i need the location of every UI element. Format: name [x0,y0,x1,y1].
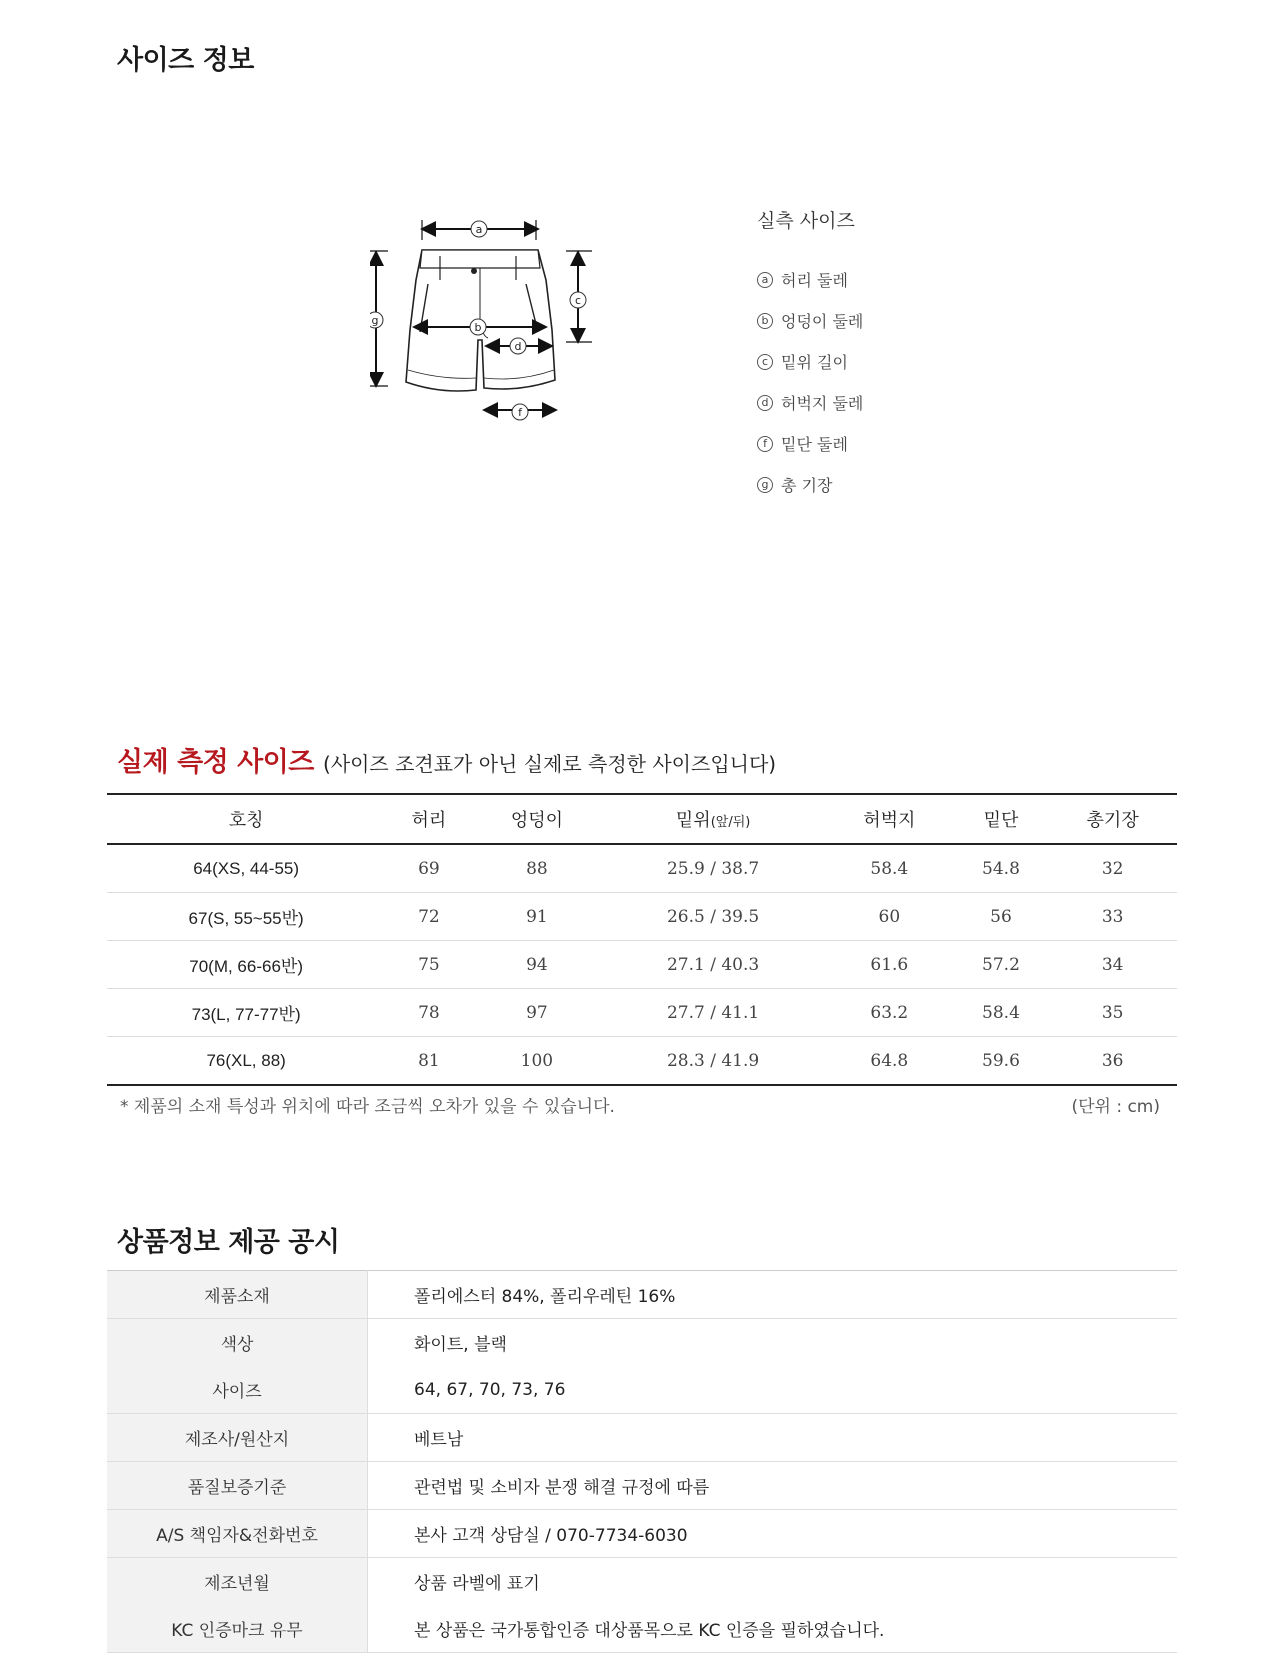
header-rise [601,794,825,844]
cell-thigh: 58.4 [825,844,954,893]
legend-label: 허벅지 둘레 [781,394,864,413]
shorts-diagram [370,220,600,460]
table-row [107,941,1177,989]
cell-hem: 57.2 [954,941,1049,989]
size-table [107,793,1177,1086]
info-value: 본사 고객 상담실 / 070-7734-6030 [368,1510,1178,1558]
legend-item [757,259,863,300]
legend-item [757,423,863,464]
cell-thigh: 63.2 [825,989,954,1037]
cell-hem: 58.4 [954,989,1049,1037]
cell-hip: 91 [473,893,602,941]
cell-waist: 69 [385,844,472,893]
legend-mark: g [757,477,773,493]
size-table-header-row [107,794,1177,844]
header-hem: 밑단 [954,794,1049,844]
cell-thigh: 61.6 [825,941,954,989]
cell-size: 67(S, 55~55반) [107,893,385,941]
legend-mark: b [757,313,773,329]
svg-text:g: g [371,314,379,327]
cell-length: 32 [1048,844,1177,893]
header-rise-sub: (앞/뒤) [710,815,751,830]
svg-text:c: c [574,294,582,307]
legend-mark: a [757,272,773,288]
cell-rise: 27.1 / 40.3 [601,941,825,989]
cell-hip: 100 [520,1050,554,1071]
info-label: KC 인증마크 유무 [107,1605,368,1653]
info-label: 제품소재 [107,1271,368,1319]
table-row [107,989,1177,1037]
legend-mark: d [757,395,773,411]
legend-mark: c [757,354,773,370]
info-row [107,1414,1177,1462]
info-row [107,1319,1177,1367]
unit-label: (단위 : cm) [1071,1097,1160,1117]
info-label: 품질보증기준 [107,1462,368,1510]
cell-rise: 27.7 / 41.1 [601,989,825,1037]
info-value: 64, 67, 70, 73, 76 [368,1366,1178,1414]
measurement-legend [757,206,863,505]
product-info-table [107,1270,1177,1653]
cell-waist: 75 [385,941,472,989]
legend-label: 총 기장 [781,476,833,495]
header-waist: 허리 [385,794,472,844]
info-value: 베트남 [368,1414,1178,1462]
cell-hip: 88 [473,844,602,893]
info-label: 색상 [107,1319,368,1367]
cell-length: 35 [1048,989,1177,1037]
info-label: 제조사/원산지 [107,1414,368,1462]
header-thigh: 허벅지 [825,794,954,844]
cell-thigh: 64.8 [870,1050,909,1071]
table-row [107,844,1177,893]
measured-size-title: 실제 측정 사이즈 [117,747,314,778]
info-value: 폴리에스터 84%, 폴리우레틴 16% [368,1271,1178,1319]
svg-text:f: f [518,406,522,419]
legend-label: 허리 둘레 [781,271,848,290]
cell-hem: 59.6 [982,1050,1020,1071]
measurement-footnote: * 제품의 소재 특성과 위치에 따라 조금씩 오차가 있을 수 있습니다. [120,1097,615,1117]
cell-waist: 78 [385,989,472,1037]
legend-item [757,382,863,423]
info-value: 상품 라벨에 표기 [414,1574,540,1594]
info-value: 화이트, 블랙 [414,1335,507,1355]
info-row [107,1510,1177,1558]
cell-hip: 97 [473,989,602,1037]
svg-text:d: d [514,340,522,353]
measured-size-note: (사이즈 조견표가 아닌 실제로 측정한 사이즈입니다) [322,752,777,776]
cell-length: 33 [1048,893,1177,941]
cell-size: 64(XS, 44-55) [107,844,385,893]
legend-item [757,300,863,341]
cell-rise: 25.9 / 38.7 [601,844,825,893]
header-rise-label: 밑위 [675,810,711,831]
svg-text:b: b [474,321,482,334]
legend-label: 밑단 둘레 [781,435,848,454]
cell-size: 76(XL, 88) [206,1050,286,1070]
info-row [107,1462,1177,1510]
page-title: 사이즈 정보 [117,45,254,76]
measured-size-heading [117,740,776,779]
cell-hip: 94 [473,941,602,989]
header-length: 총기장 [1048,794,1177,844]
header-hip: 엉덩이 [473,794,602,844]
legend-title: 실측 사이즈 [757,210,855,232]
cell-hem: 54.8 [954,844,1049,893]
cell-size: 70(M, 66-66반) [107,941,385,989]
info-label: 제조년월 [107,1558,368,1606]
legend-label: 밑위 길이 [781,353,848,372]
info-row [107,1558,1177,1606]
legend-mark: f [757,436,773,452]
svg-text:a: a [475,223,483,236]
cell-waist: 81 [418,1050,440,1071]
cell-waist: 72 [385,893,472,941]
cell-length: 34 [1048,941,1177,989]
product-notice-title: 상품정보 제공 공시 [117,1227,340,1258]
cell-rise: 28.3 / 41.9 [666,1050,760,1071]
legend-item [757,341,863,382]
cell-thigh: 60 [825,893,954,941]
legend-item [757,464,863,505]
info-label: 사이즈 [107,1366,368,1414]
table-row [107,893,1177,941]
info-row [107,1366,1177,1414]
cell-rise: 26.5 / 39.5 [601,893,825,941]
header-size: 호칭 [107,794,385,844]
info-value: 본 상품은 국가통합인증 대상품목으로 KC 인증을 필하였습니다. [368,1605,1178,1653]
cell-length: 36 [1101,1050,1124,1071]
info-label: A/S 책임자&전화번호 [107,1510,368,1558]
cell-size: 73(L, 77-77반) [107,989,385,1037]
info-row [107,1271,1177,1319]
info-value: 관련법 및 소비자 분쟁 해결 규정에 따름 [368,1462,1178,1510]
table-row [107,1037,1177,1086]
legend-label: 엉덩이 둘레 [781,312,864,331]
cell-hem: 56 [954,893,1049,941]
info-row [107,1605,1177,1653]
